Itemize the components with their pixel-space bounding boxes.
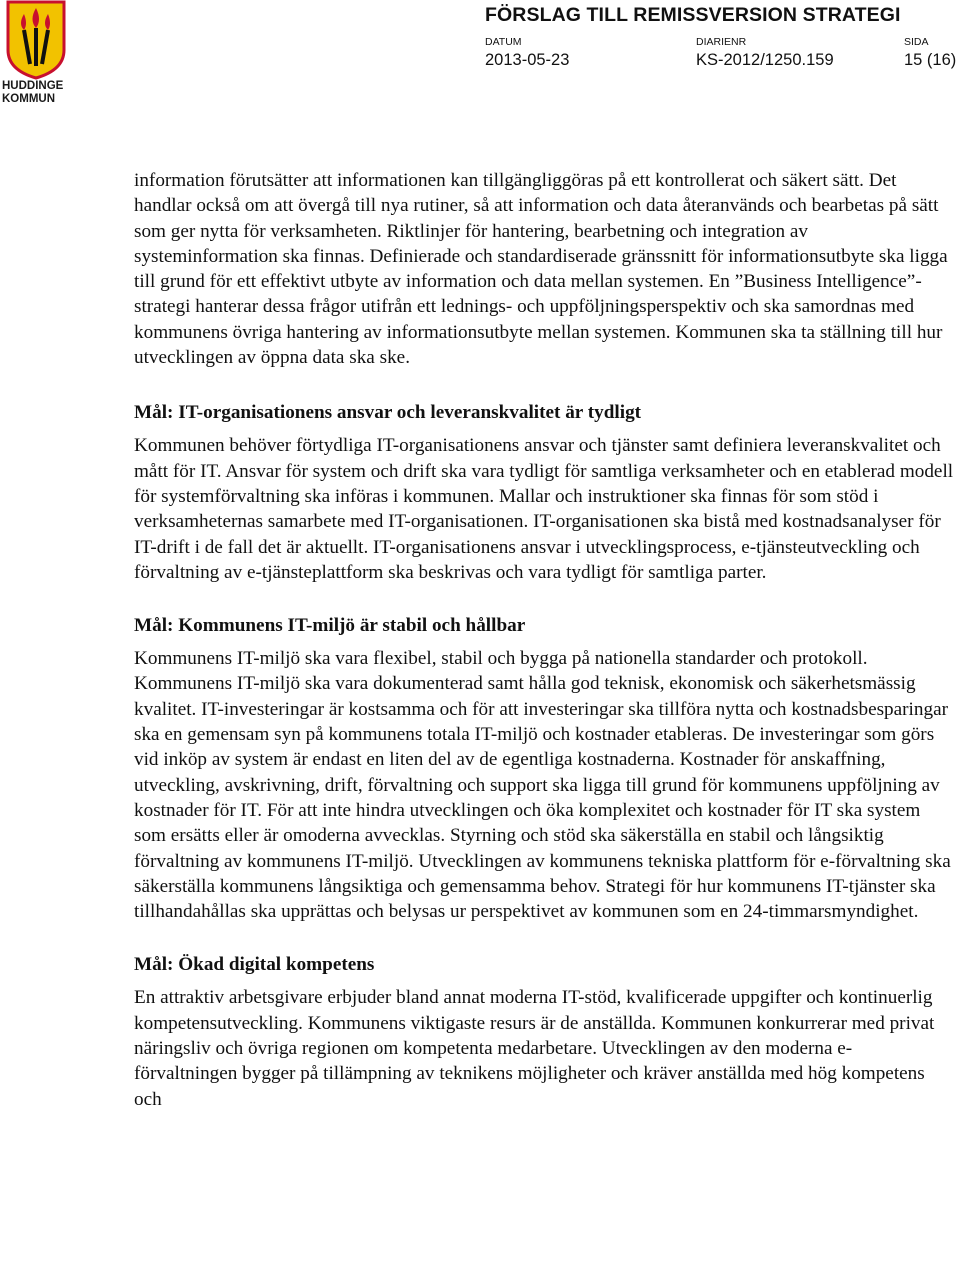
date-label: DATUM	[485, 36, 522, 48]
document-body	[134, 168, 954, 1112]
section-text-digital-competence: En attraktiv arbetsgivare erbjuder bland annat moderna IT-stöd, kvalificerade uppgifter och kontinuerlig kompetensutveckling. Kommunens viktigaste resurs är de anställda. Kommunen konkurrerar med privat näringsliv och övriga regionen om kompetenta medarbetare. Utvecklingen av den moderna e-förvaltningen bygger på tillämpning av teknikens möjligheter och kräver anställda med hög kompetens och	[134, 987, 935, 1110]
coat-of-arms-icon	[2, 0, 70, 80]
logo-text-line2: KOMMUN	[2, 93, 56, 105]
date-value: 2013-05-23	[485, 51, 570, 69]
page-block	[904, 35, 956, 71]
intro-paragraph: information förutsätter att informationen kan tillgängliggöras på ett kontrollerat och säkert sätt. Det handlar också om att övergå till nya rutiner, så att information och data återanvänds och bearbetas på sätt som ger nytta för verksamheten. Riktlinjer för hantering, bearbetning och integration av systeminformation ska finnas. Definierade och standardiserade gränssnitt för informationsutbyte ska ligga till grund för ett effektivt utbyte av information och data mellan systemen. En ”Business Intelligence”-strategi hanterar dessa frågor utifrån ett lednings- och uppföljningsperspektiv och ska samordnas med kommunens övriga hantering av informationsutbyte mellan systemen. Kommunen ska ta ställning till hur utvecklingen av öppna data ska ske.	[134, 170, 948, 369]
registry-value: KS-2012/1250.159	[696, 51, 834, 69]
page-label: SIDA	[904, 36, 929, 48]
section-heading-it-environment: Mål: Kommunens IT-miljö är stabil och hållbar	[134, 615, 526, 637]
logo-text	[2, 80, 70, 106]
section-heading-digital-competence: Mål: Ökad digital kompetens	[134, 954, 375, 976]
registry-label: DIARIENR	[696, 36, 747, 48]
huddinge-kommun-logo	[2, 0, 70, 110]
date-block	[485, 35, 569, 71]
section-text-it-environment: Kommunens IT-miljö ska vara flexibel, stabil och bygga på nationella standarder och protokoll. Kommunens IT-miljö ska vara dokumenterad samt hålla god teknisk, ekonomisk och säkerhetsmässig kvalitet. IT-investeringar är kostsamma och för att investeringar ska tillföra nytta och kostnadsbesparingar ska en gemensam syn på kommunens totala IT-miljö och kostnader etableras. De investeringar som görs vid inköp av system är endast en liten del av de egentliga kostnaderna. Kostnader för anskaffning, utveckling, avskrivning, drift, förvaltning och support ska ligga till grund för kommunens uppföljning av kostnader för IT. För att inte hindra utvecklingen och öka komplexitet och kostnader för IT ska system som ersätts eller är omoderna avvecklas. Styrning och stöd ska säkerställa en stabil och långsiktig förvaltning av kommunens IT-miljö. Utvecklingen av kommunens tekniska plattform för e-förvaltning ska säkerställa kommunens långsiktiga och gemensamma behov. Strategi för hur kommunens IT-tjänster ska tillhandahållas ska upprättas och belysas ur perspektivet av kommunen som en 24-timmarsmyndighet.	[134, 648, 951, 923]
registry-block	[696, 35, 834, 71]
page-value: 15 (16)	[904, 51, 957, 69]
document-title: FÖRSLAG TILL REMISSVERSION STRATEGI	[485, 4, 901, 26]
section-text-it-organisation: Kommunen behöver förtydliga IT-organisationens ansvar och tjänster samt definiera leveranskvalitet och mått för IT. Ansvar för system och drift ska vara tydligt för samtliga verksamheter och en etablerad modell för systemförvaltning ska införas i kommunen. Mallar och instruktioner ska finnas för som stöd i verksamheternas samarbete med IT-organisationen. IT-organisationen ska bistå med kostnadsanalyser för IT-drift i de fall det är aktuellt. IT-organisationens ansvar i utvecklingsprocess, e-tjänsteutveckling och förvaltning av e-tjänsteplattform ska beskrivas och vara tydligt för samtliga parter.	[134, 435, 954, 583]
section-heading-it-organisation: Mål: IT-organisationens ansvar och leveranskvalitet är tydligt	[134, 402, 642, 424]
logo-text-line1: HUDDINGE	[2, 80, 64, 92]
